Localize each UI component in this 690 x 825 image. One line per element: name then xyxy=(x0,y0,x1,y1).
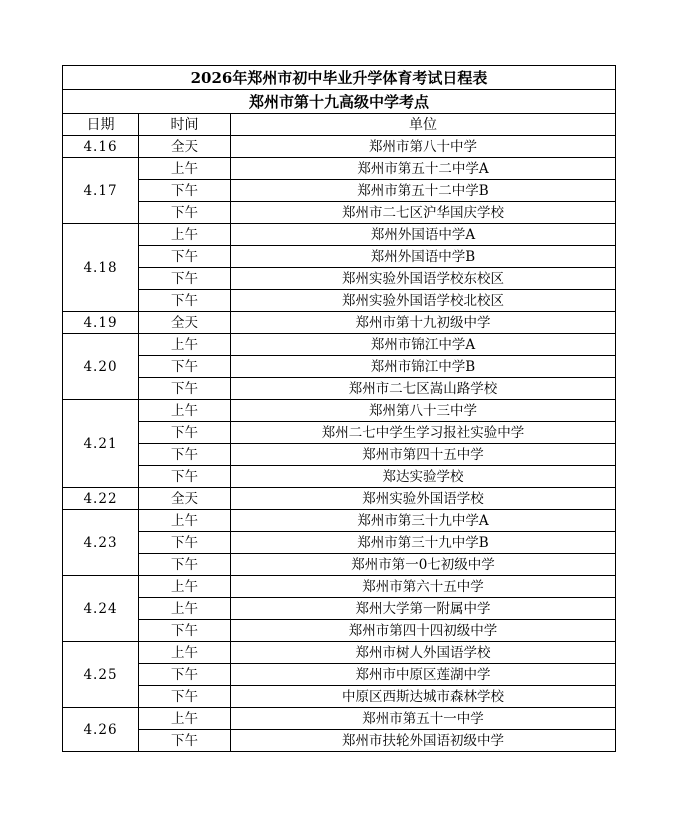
time-cell: 上午 xyxy=(139,510,231,532)
date-cell: 4.21 xyxy=(63,400,139,488)
schedule-row xyxy=(63,136,616,158)
schedule-row xyxy=(63,576,616,598)
unit-cell: 郑州市二七区沪华国庆学校 xyxy=(231,202,616,224)
schedule-row xyxy=(63,224,616,246)
unit-cell: 郑州市扶轮外国语初级中学 xyxy=(231,730,616,752)
unit-cell: 郑州市锦江中学A xyxy=(231,334,616,356)
schedule-row xyxy=(63,378,616,400)
schedule-row xyxy=(63,290,616,312)
header-unit: 单位 xyxy=(231,114,616,136)
time-cell: 下午 xyxy=(139,686,231,708)
unit-cell: 郑州实验外国语学校东校区 xyxy=(231,268,616,290)
time-cell: 下午 xyxy=(139,444,231,466)
schedule-row xyxy=(63,488,616,510)
schedule-row xyxy=(63,312,616,334)
date-cell: 4.18 xyxy=(63,224,139,312)
date-cell: 4.26 xyxy=(63,708,139,752)
unit-cell: 郑州市第八十中学 xyxy=(231,136,616,158)
schedule-row xyxy=(63,356,616,378)
unit-cell: 郑州市第五十二中学A xyxy=(231,158,616,180)
date-cell: 4.19 xyxy=(63,312,139,334)
unit-cell: 郑州市第五十二中学B xyxy=(231,180,616,202)
unit-cell: 郑州第八十三中学 xyxy=(231,400,616,422)
time-cell: 下午 xyxy=(139,246,231,268)
unit-cell: 郑州市中原区莲湖中学 xyxy=(231,664,616,686)
unit-cell: 郑达实验学校 xyxy=(231,466,616,488)
unit-cell: 郑州外国语中学B xyxy=(231,246,616,268)
date-cell: 4.17 xyxy=(63,158,139,224)
unit-cell: 郑州市第十九初级中学 xyxy=(231,312,616,334)
header-row xyxy=(63,114,616,136)
unit-cell: 郑州市树人外国语学校 xyxy=(231,642,616,664)
unit-cell: 郑州实验外国语学校 xyxy=(231,488,616,510)
time-cell: 上午 xyxy=(139,400,231,422)
time-cell: 上午 xyxy=(139,642,231,664)
time-cell: 下午 xyxy=(139,466,231,488)
venue-subtitle: 郑州市第十九高级中学考点 xyxy=(63,90,616,114)
schedule-row xyxy=(63,642,616,664)
time-cell: 下午 xyxy=(139,620,231,642)
schedule-table xyxy=(62,65,616,752)
unit-cell: 中原区西斯达城市森林学校 xyxy=(231,686,616,708)
schedule-row xyxy=(63,598,616,620)
schedule-row xyxy=(63,532,616,554)
time-cell: 全天 xyxy=(139,136,231,158)
unit-cell: 郑州市第三十九中学A xyxy=(231,510,616,532)
unit-cell: 郑州市第六十五中学 xyxy=(231,576,616,598)
schedule-row xyxy=(63,180,616,202)
header-date: 日期 xyxy=(63,114,139,136)
time-cell: 下午 xyxy=(139,730,231,752)
schedule-row xyxy=(63,730,616,752)
schedule-row xyxy=(63,554,616,576)
date-cell: 4.16 xyxy=(63,136,139,158)
unit-cell: 郑州市第一0七初级中学 xyxy=(231,554,616,576)
time-cell: 下午 xyxy=(139,422,231,444)
unit-cell: 郑州大学第一附属中学 xyxy=(231,598,616,620)
time-cell: 全天 xyxy=(139,488,231,510)
schedule-row xyxy=(63,422,616,444)
unit-cell: 郑州市第四十四初级中学 xyxy=(231,620,616,642)
title-row xyxy=(63,66,616,90)
schedule-row xyxy=(63,466,616,488)
unit-cell: 郑州市第五十一中学 xyxy=(231,708,616,730)
time-cell: 上午 xyxy=(139,224,231,246)
unit-cell: 郑州二七中学生学习报社实验中学 xyxy=(231,422,616,444)
page-title: 2026年郑州市初中毕业升学体育考试日程表 xyxy=(63,66,616,90)
date-cell: 4.23 xyxy=(63,510,139,576)
time-cell: 下午 xyxy=(139,180,231,202)
time-cell: 上午 xyxy=(139,158,231,180)
time-cell: 全天 xyxy=(139,312,231,334)
time-cell: 下午 xyxy=(139,202,231,224)
time-cell: 下午 xyxy=(139,532,231,554)
schedule-row xyxy=(63,664,616,686)
time-cell: 上午 xyxy=(139,576,231,598)
subtitle-row xyxy=(63,90,616,114)
schedule-row xyxy=(63,708,616,730)
unit-cell: 郑州实验外国语学校北校区 xyxy=(231,290,616,312)
unit-cell: 郑州市第三十九中学B xyxy=(231,532,616,554)
schedule-row xyxy=(63,246,616,268)
unit-cell: 郑州市第四十五中学 xyxy=(231,444,616,466)
header-time: 时间 xyxy=(139,114,231,136)
date-cell: 4.24 xyxy=(63,576,139,642)
date-cell: 4.25 xyxy=(63,642,139,708)
schedule-row xyxy=(63,400,616,422)
time-cell: 上午 xyxy=(139,708,231,730)
schedule-row xyxy=(63,686,616,708)
time-cell: 下午 xyxy=(139,290,231,312)
schedule-row xyxy=(63,158,616,180)
schedule-row xyxy=(63,510,616,532)
time-cell: 上午 xyxy=(139,334,231,356)
schedule-row xyxy=(63,202,616,224)
unit-cell: 郑州市锦江中学B xyxy=(231,356,616,378)
unit-cell: 郑州市二七区嵩山路学校 xyxy=(231,378,616,400)
date-cell: 4.22 xyxy=(63,488,139,510)
time-cell: 下午 xyxy=(139,268,231,290)
schedule-row xyxy=(63,334,616,356)
unit-cell: 郑州外国语中学A xyxy=(231,224,616,246)
schedule-row xyxy=(63,444,616,466)
schedule-row xyxy=(63,268,616,290)
date-cell: 4.20 xyxy=(63,334,139,400)
time-cell: 下午 xyxy=(139,378,231,400)
schedule-row xyxy=(63,620,616,642)
time-cell: 上午 xyxy=(139,598,231,620)
time-cell: 下午 xyxy=(139,356,231,378)
time-cell: 下午 xyxy=(139,664,231,686)
time-cell: 下午 xyxy=(139,554,231,576)
